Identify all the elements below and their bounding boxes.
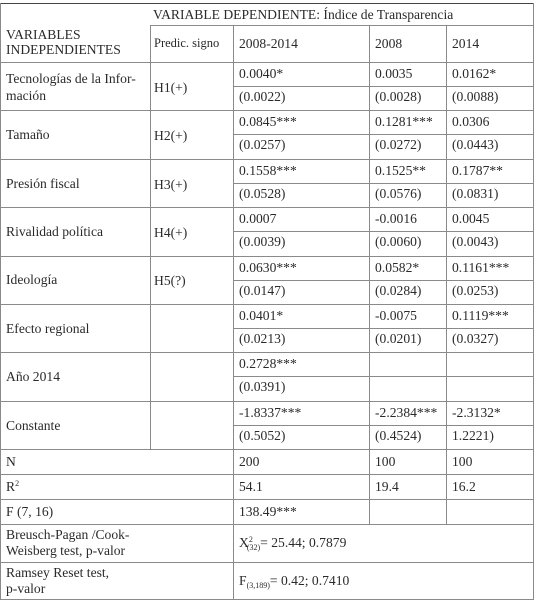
row-divider (0, 352, 534, 353)
coefficient-cell: 0.0306 (452, 114, 490, 130)
row-divider (0, 304, 534, 305)
std-error-cell: (0.0088) (452, 89, 499, 104)
test-label: Weisberg test, p-valor (6, 543, 126, 559)
row-label: mación (6, 88, 47, 103)
predicted-sign: H2(+) (154, 128, 188, 144)
stat-value: 100 (375, 454, 396, 470)
coefficient-cell: 0.0040* (239, 66, 284, 81)
coefficient-cell: 0.2728*** (239, 356, 297, 372)
stat-value: 16.2 (452, 479, 476, 495)
test-value (239, 573, 349, 588)
row-divider (233, 134, 534, 135)
coefficient-cell: -1.8337*** (239, 404, 302, 420)
row-divider (0, 499, 534, 500)
coefficient-cell: 0.1281*** (375, 114, 433, 130)
row-label: Tamaño (6, 127, 50, 143)
stat-label: $R^2$ (6, 479, 20, 495)
predicted-sign: H3(+) (154, 176, 188, 192)
std-error-cell: (0.5052) (239, 427, 286, 443)
coefficient-cell: -2.2384*** (375, 404, 438, 420)
test-label: p-valor (6, 580, 46, 596)
header-title-rule (150, 25, 534, 26)
header-independent-line1: VARIABLES (6, 27, 81, 42)
std-error-cell: (0.0060) (375, 234, 422, 250)
std-error-cell: (0.0443) (452, 137, 499, 153)
std-error-cell: (0.0528) (239, 185, 286, 201)
row-divider (233, 328, 534, 329)
header-bottom-rule (0, 62, 534, 63)
coefficient-cell: 0.1558*** (239, 162, 297, 178)
row-label: Constante (6, 417, 61, 433)
header-predic-sign: Predic. signo (154, 36, 220, 50)
subscript: (32) (246, 543, 261, 553)
std-error-cell: (0.0327) (452, 331, 499, 346)
row-label: Rivalidad política (6, 223, 104, 239)
header-independent-line2: INDEPENDIENTES (6, 42, 121, 57)
coefficient-cell: -2.3132* (452, 404, 501, 420)
predicted-sign: H4(+) (154, 224, 188, 240)
coefficient-cell: 0.1525** (375, 162, 426, 178)
coefficient-cell: 0.0845*** (239, 114, 297, 130)
row-label: Presión fiscal (6, 175, 80, 191)
row-label: Efecto regional (6, 320, 90, 336)
coefficient-cell: -0.0075 (375, 308, 417, 323)
stat-label: F (7, 16) (6, 504, 54, 520)
stat-label: N (6, 454, 16, 470)
coefficient-cell: 0.0401* (239, 308, 284, 323)
subscript: (3,189) (246, 580, 270, 590)
std-error-cell: (0.0391) (239, 379, 286, 395)
test-value (239, 535, 347, 553)
coefficient-cell: 0.0045 (452, 211, 490, 227)
test-label: Ramsey Reset test, (6, 564, 110, 580)
test-symbol: X (239, 535, 249, 551)
row-divider (233, 86, 534, 87)
coefficient-cell: -0.0016 (375, 211, 417, 227)
stat-value: 200 (239, 454, 260, 470)
superscript: 2 (15, 479, 20, 489)
predicted-sign: H1(+) (154, 79, 188, 95)
std-error-cell: 1.2221) (452, 427, 494, 443)
test-result: = 0.42; 0.7410 (269, 572, 350, 588)
row-divider (0, 159, 534, 160)
std-error-cell: (0.0257) (239, 137, 286, 153)
coefficient-cell: 0.0582* (375, 259, 420, 275)
std-error-cell: (0.0043) (452, 234, 499, 250)
std-error-cell: (0.0213) (239, 331, 286, 346)
std-error-cell: (0.0039) (239, 234, 286, 250)
std-error-cell: (0.0576) (375, 185, 422, 201)
coefficient-cell: 0.0162* (452, 66, 497, 81)
coefficient-cell: 0.0630*** (239, 259, 297, 275)
stat-value: 100 (452, 454, 473, 470)
stat-value: 54.1 (239, 479, 263, 495)
coefficient-cell: 0.0007 (239, 211, 277, 227)
row-divider (233, 280, 534, 281)
row-divider (0, 562, 534, 563)
stat-value: 138.49*** (239, 504, 297, 520)
predicted-sign: H5(?) (154, 273, 186, 289)
std-error-cell: (0.0147) (239, 282, 286, 298)
row-divider (0, 474, 534, 475)
test-result: = 25.44; 0.7879 (260, 535, 347, 551)
row-divider (0, 256, 534, 257)
table-title: VARIABLE DEPENDIENTE: Índice de Transparencia (153, 7, 454, 22)
row-divider (0, 401, 534, 402)
superscript: 2 (248, 535, 253, 545)
row-divider (0, 524, 534, 525)
row-label: Año 2014 (6, 369, 60, 385)
column-divider (150, 25, 151, 449)
coefficient-cell: 0.1119*** (452, 308, 509, 323)
std-error-cell: (0.0284) (375, 282, 422, 298)
row-divider (233, 231, 534, 232)
std-error-cell: (0.0028) (375, 89, 422, 104)
header-col-2008-2014: 2008-2014 (239, 36, 298, 51)
row-divider (0, 110, 534, 111)
row-divider (233, 183, 534, 184)
test-label: Breusch-Pagan /Cook- (6, 527, 130, 543)
coefficient-cell: 0.0035 (375, 66, 413, 81)
std-error-cell: (0.4524) (375, 427, 422, 443)
stat-value: 19.4 (375, 479, 399, 495)
row-divider (233, 425, 534, 426)
header-col-2008: 2008 (375, 36, 403, 51)
std-error-cell: (0.0201) (375, 331, 422, 346)
std-error-cell: (0.0272) (375, 137, 422, 153)
coefficient-cell: 0.1161*** (452, 259, 510, 275)
coefficient-cell: 0.1787** (452, 162, 503, 178)
std-error-cell: (0.0831) (452, 185, 499, 201)
row-divider (233, 376, 534, 377)
table-top-rule (0, 3, 534, 4)
row-label: Ideología (6, 272, 58, 288)
row-divider (0, 207, 534, 208)
header-col-2014: 2014 (452, 36, 480, 51)
row-divider (0, 449, 534, 450)
std-error-cell: (0.0022) (239, 89, 286, 104)
row-label: Tecnologías de la Infor- (6, 71, 136, 86)
test-symbol: F (239, 572, 247, 588)
column-divider (0, 3, 1, 599)
std-error-cell: (0.0253) (452, 282, 499, 298)
